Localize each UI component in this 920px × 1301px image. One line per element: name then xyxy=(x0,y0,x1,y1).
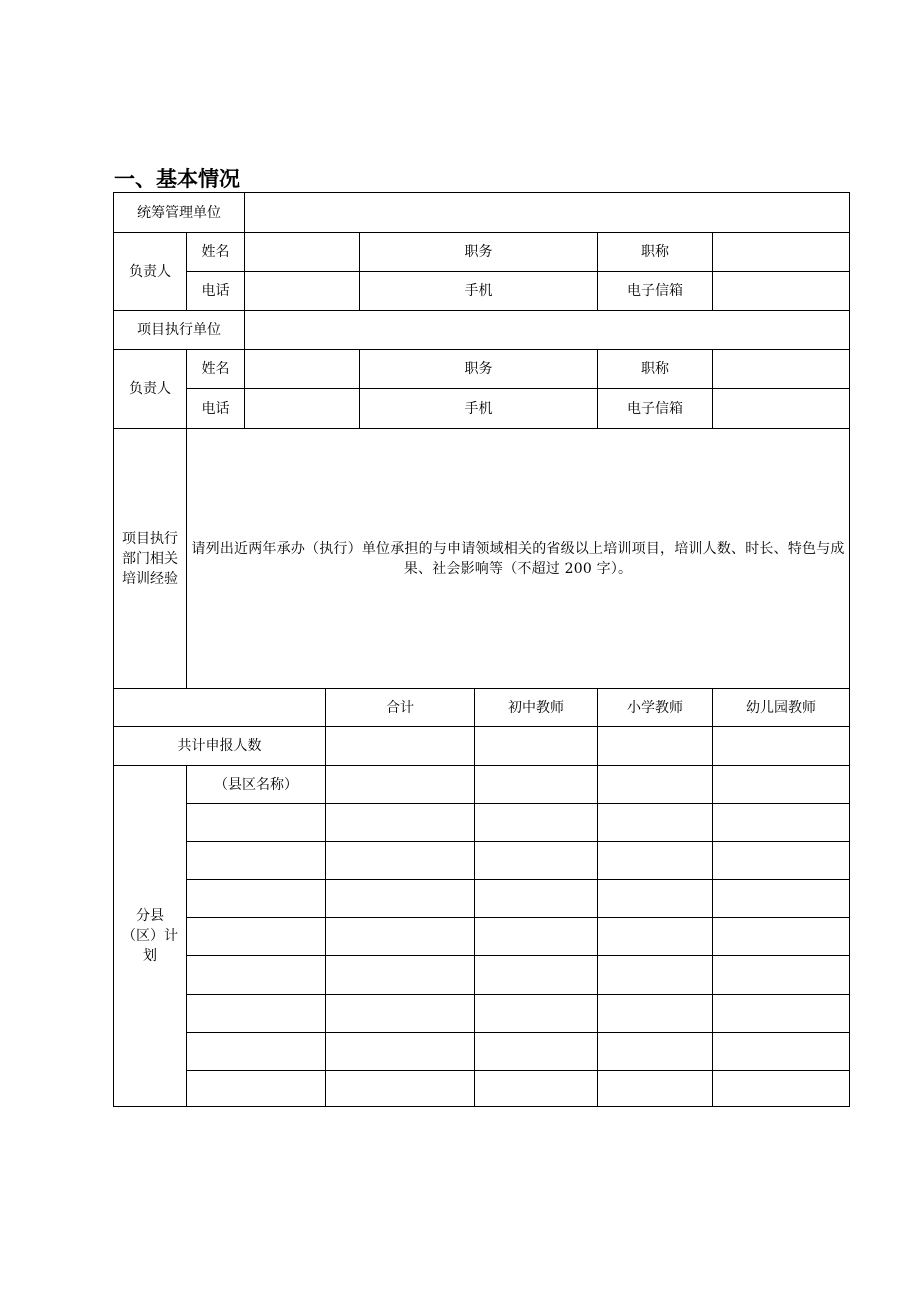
coordinator-title-input[interactable] xyxy=(713,233,850,272)
coordinator-title-label: 职称 xyxy=(598,233,713,272)
district-junior-input[interactable] xyxy=(475,766,598,804)
district-kindergarten-input[interactable] xyxy=(713,1033,850,1071)
executor-name-input[interactable] xyxy=(245,350,360,389)
coordinator-mobile-label: 手机 xyxy=(360,272,598,311)
district-plan-label-line: 分县 xyxy=(136,908,164,924)
district-primary-input[interactable] xyxy=(598,956,713,995)
district-plan-label xyxy=(114,766,187,1107)
district-primary-input[interactable] xyxy=(598,880,713,918)
district-name-input[interactable] xyxy=(187,1071,326,1107)
quota-total-kindergarten-input[interactable] xyxy=(713,727,850,766)
district-name-input[interactable] xyxy=(187,804,326,842)
quota-header-junior: 初中教师 xyxy=(475,689,598,727)
district-row xyxy=(114,956,850,995)
executor-email-input[interactable] xyxy=(713,389,850,429)
executor-person-row-2 xyxy=(114,389,850,429)
district-kindergarten-input[interactable] xyxy=(713,766,850,804)
district-total-input[interactable] xyxy=(326,1071,475,1107)
district-primary-input[interactable] xyxy=(598,842,713,880)
experience-input[interactable] xyxy=(187,429,850,689)
district-kindergarten-input[interactable] xyxy=(713,804,850,842)
district-total-input[interactable] xyxy=(326,766,475,804)
quota-total-junior-input[interactable] xyxy=(475,727,598,766)
district-name-input[interactable] xyxy=(187,918,326,956)
quota-total-primary-input[interactable] xyxy=(598,727,713,766)
district-primary-input[interactable] xyxy=(598,1071,713,1107)
quota-header-row xyxy=(114,689,850,727)
district-row xyxy=(114,1071,850,1107)
coordinator-label: 统筹管理单位 xyxy=(114,193,245,233)
executor-name-label: 姓名 xyxy=(187,350,245,389)
district-row xyxy=(114,766,850,804)
district-junior-input[interactable] xyxy=(475,880,598,918)
district-row xyxy=(114,842,850,880)
coordinator-phone-label: 电话 xyxy=(187,272,245,311)
district-primary-input[interactable] xyxy=(598,1033,713,1071)
executor-position-label: 职务 xyxy=(360,350,598,389)
basic-info-form xyxy=(113,192,850,1107)
district-primary-input[interactable] xyxy=(598,918,713,956)
district-primary-input[interactable] xyxy=(598,995,713,1033)
experience-instruction: 请列出近两年承办（执行）单位承担的与申请领域相关的省级以上培训项目，培训人数、时长、特色与成果、社会影响等（不超过 200 字）。 xyxy=(191,540,845,577)
district-total-input[interactable] xyxy=(326,880,475,918)
district-plan-label-line: （区）计 xyxy=(122,928,178,944)
coordinator-person-row-1 xyxy=(114,233,850,272)
district-plan-label-line: 划 xyxy=(143,948,157,964)
quota-header-blank xyxy=(114,689,326,727)
coordinator-person-label: 负责人 xyxy=(114,233,187,311)
district-kindergarten-input[interactable] xyxy=(713,956,850,995)
district-name-input[interactable] xyxy=(187,842,326,880)
district-kindergarten-input[interactable] xyxy=(713,995,850,1033)
district-total-input[interactable] xyxy=(326,995,475,1033)
quota-header-primary: 小学教师 xyxy=(598,689,713,727)
district-junior-input[interactable] xyxy=(475,1033,598,1071)
executor-email-label: 电子信箱 xyxy=(598,389,713,429)
executor-person-label: 负责人 xyxy=(114,350,187,429)
quota-header-total: 合计 xyxy=(326,689,475,727)
district-name-input[interactable] xyxy=(187,1033,326,1071)
quota-total-row xyxy=(114,727,850,766)
coordinator-name-input[interactable] xyxy=(245,233,360,272)
district-row xyxy=(114,1033,850,1071)
district-total-input[interactable] xyxy=(326,842,475,880)
district-junior-input[interactable] xyxy=(475,804,598,842)
coordinator-position-label: 职务 xyxy=(360,233,598,272)
district-junior-input[interactable] xyxy=(475,1071,598,1107)
district-row xyxy=(114,995,850,1033)
district-row xyxy=(114,880,850,918)
district-name-placeholder: （县区名称） xyxy=(214,776,298,793)
district-row xyxy=(114,918,850,956)
coordinator-person-row-2 xyxy=(114,272,850,311)
executor-mobile-label: 手机 xyxy=(360,389,598,429)
district-name-input[interactable] xyxy=(187,766,326,804)
experience-label xyxy=(114,429,187,689)
district-name-input[interactable] xyxy=(187,995,326,1033)
executor-label: 项目执行单位 xyxy=(114,311,245,350)
coordinator-row xyxy=(114,193,850,233)
district-junior-input[interactable] xyxy=(475,918,598,956)
district-total-input[interactable] xyxy=(326,1033,475,1071)
experience-label-line: 部门相关 xyxy=(122,550,178,567)
executor-phone-label: 电话 xyxy=(187,389,245,429)
district-row xyxy=(114,804,850,842)
executor-person-row-1 xyxy=(114,350,850,389)
district-name-input[interactable] xyxy=(187,880,326,918)
district-junior-input[interactable] xyxy=(475,956,598,995)
coordinator-phone-input[interactable] xyxy=(245,272,360,311)
district-total-input[interactable] xyxy=(326,956,475,995)
executor-input[interactable] xyxy=(245,311,850,350)
district-primary-input[interactable] xyxy=(598,804,713,842)
coordinator-name-label: 姓名 xyxy=(187,233,245,272)
section-title: 一、基本情况 xyxy=(114,167,240,191)
district-kindergarten-input[interactable] xyxy=(713,842,850,880)
coordinator-email-input[interactable] xyxy=(713,272,850,311)
coordinator-input[interactable] xyxy=(245,193,850,233)
experience-label-line: 项目执行 xyxy=(122,530,178,547)
quota-total-sum-input[interactable] xyxy=(326,727,475,766)
quota-header-kindergarten: 幼儿园教师 xyxy=(713,689,850,727)
executor-row xyxy=(114,311,850,350)
district-junior-input[interactable] xyxy=(475,995,598,1033)
executor-title-input[interactable] xyxy=(713,350,850,389)
quota-total-label: 共计申报人数 xyxy=(114,727,326,766)
district-junior-input[interactable] xyxy=(475,842,598,880)
district-primary-input[interactable] xyxy=(598,766,713,804)
executor-phone-input[interactable] xyxy=(245,389,360,429)
experience-label-line: 培训经验 xyxy=(122,570,178,587)
district-kindergarten-input[interactable] xyxy=(713,918,850,956)
executor-title-label: 职称 xyxy=(598,350,713,389)
district-total-input[interactable] xyxy=(326,804,475,842)
district-kindergarten-input[interactable] xyxy=(713,1071,850,1107)
district-total-input[interactable] xyxy=(326,918,475,956)
district-name-input[interactable] xyxy=(187,956,326,995)
coordinator-email-label: 电子信箱 xyxy=(598,272,713,311)
experience-row xyxy=(114,429,850,689)
district-kindergarten-input[interactable] xyxy=(713,880,850,918)
